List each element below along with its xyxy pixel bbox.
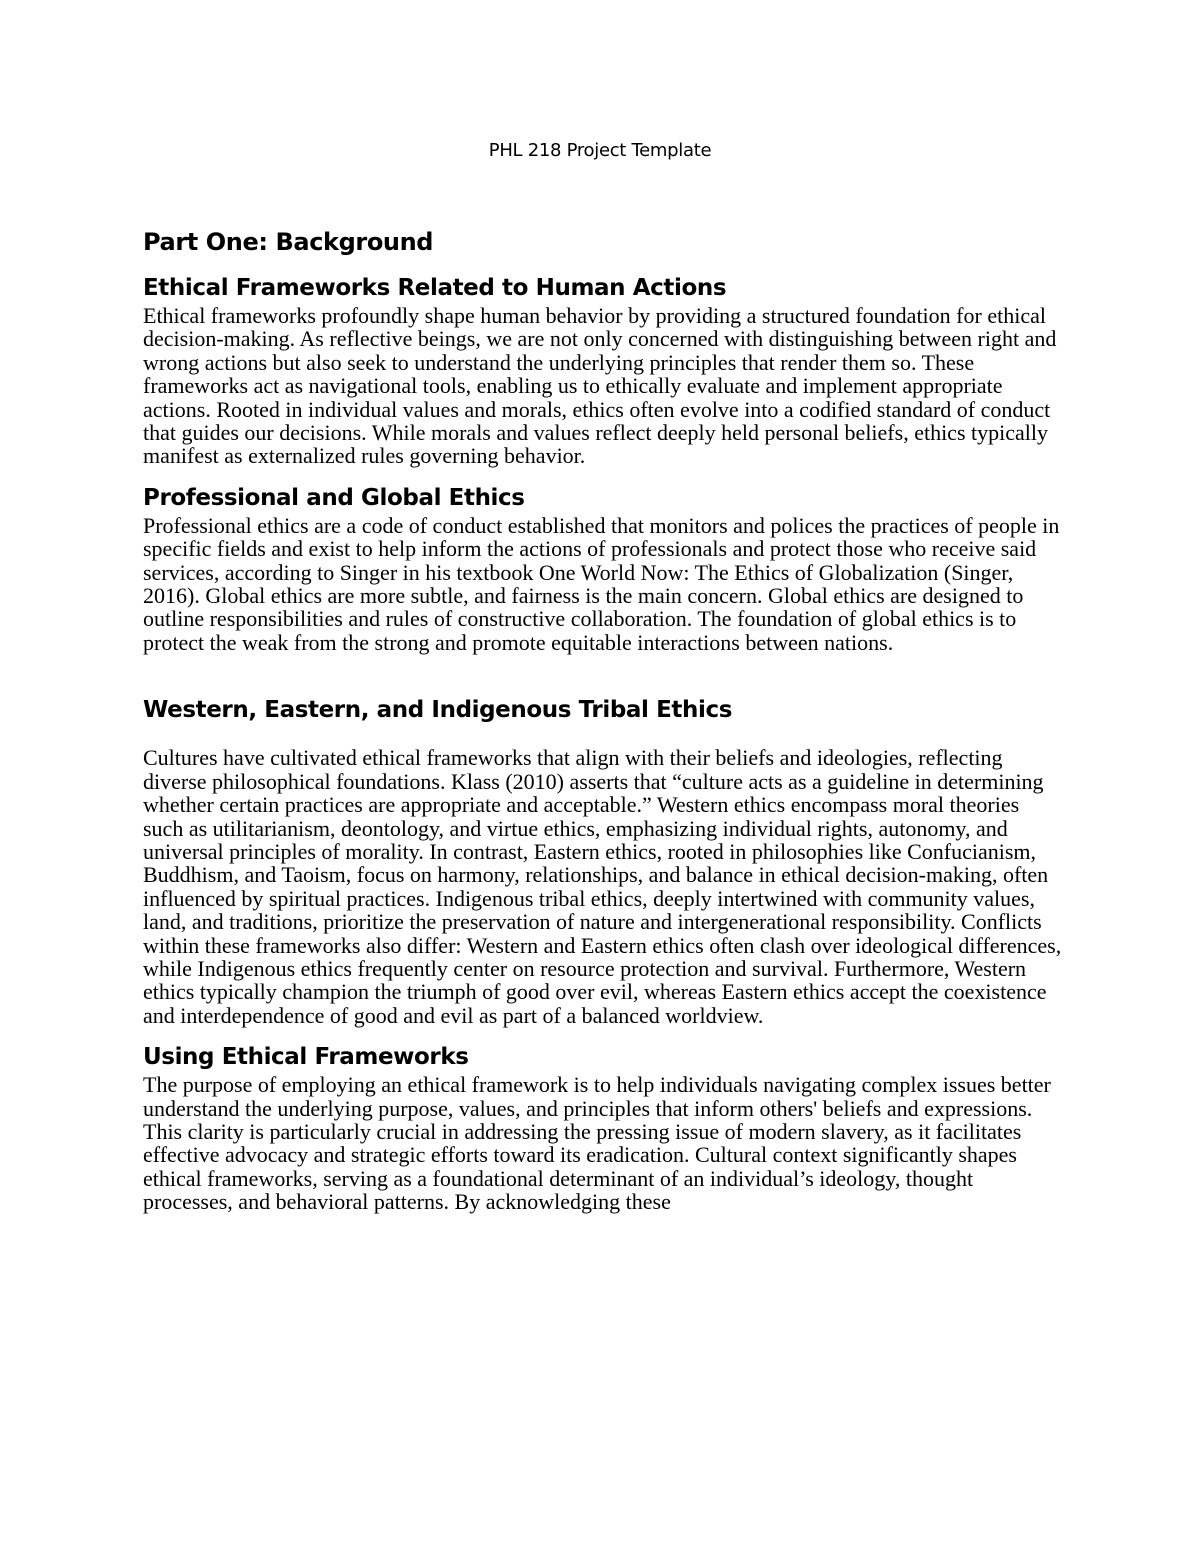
section-heading-using-ethical-frameworks: Using Ethical Frameworks: [143, 1044, 469, 1071]
section-body-ethical-frameworks: Ethical frameworks profoundly shape human behavior by providing a structured foundation for ethical decision-making. As reflective beings, we are not only concerned with distinguishing between right and wrong actions but also seek to understand the underlying principles that render them so. These frameworks act as navigational tools, enabling us to ethically evaluate and implement appropriate actions. Rooted in individual values and morals, ethics often evolve into a codified standard of conduct that guides our decisions. While morals and values reflect deeply held personal beliefs, ethics typically manifest as externalized rules governing behavior.: [143, 303, 1057, 469]
document-content: [143, 226, 1063, 1214]
document-title: PHL 218 Project Template: [488, 140, 712, 161]
part-heading: Part One: Background: [143, 228, 434, 256]
section-heading-professional-global-ethics: Professional and Global Ethics: [143, 484, 525, 511]
section-body-professional-global-ethics: Professional ethics are a code of conduct established that monitors and polices the practices of people in specific fields and exist to help inform the actions of professionals and protect those who receive said services, according to Singer in his textbook One World Now: The Ethics of Globalization (Singer, 2016). Global ethics are more subtle, and fairness is the main concern. Global ethics are designed to outline responsibilities and rules of constructive collaboration. The foundation of global ethics is to protect the weak from the strong and promote equitable interactions between nations.: [143, 512, 1060, 655]
section-body-western-eastern-indigenous: Cultures have cultivated ethical frameworks that align with their beliefs and ideologies, reflecting diverse philosophical foundations. Klass (2010) asserts that “culture acts as a guideline in determining whether certain practices are appropriate and acceptable.” Western ethics encompass moral theories such as utilitarianism, deontology, and virtue ethics, emphasizing individual rights, autonomy, and universal principles of morality. In contrast, Eastern ethics, rooted in philosophies like Confucianism, Buddhism, and Taoism, focus on harmony, relationships, and balance in ethical decision-making, often influenced by spiritual practices. Indigenous tribal ethics, deeply intertwined with community values, land, and traditions, prioritize the preservation of nature and intergenerational responsibility. Conflicts within these frameworks also differ: Western and Eastern ethics often clash over ideological differences, while Indigenous ethics frequently center on resource protection and survival. Furthermore, Western ethics typically champion the triumph of good over evil, whereas Eastern ethics accept the coexistence and interdependence of good and evil as part of a balanced worldview.: [143, 745, 1062, 1028]
section-body-using-ethical-frameworks: The purpose of employing an ethical framework is to help individuals navigating complex issues better understand the underlying purpose, values, and principles that inform others' beliefs and expressions. This clarity is particularly crucial in addressing the pressing issue of modern slavery, as it facilitates effective advocacy and strategic efforts toward its eradication. Cultural context significantly shapes ethical frameworks, serving as a foundational determinant of an individual’s ideology, thought processes, and behavioral patterns. By acknowledging these: [143, 1072, 1051, 1215]
section-heading-ethical-frameworks: Ethical Frameworks Related to Human Actions: [143, 275, 727, 301]
section-heading-western-eastern-indigenous: Western, Eastern, and Indigenous Tribal Ethics: [143, 697, 732, 724]
